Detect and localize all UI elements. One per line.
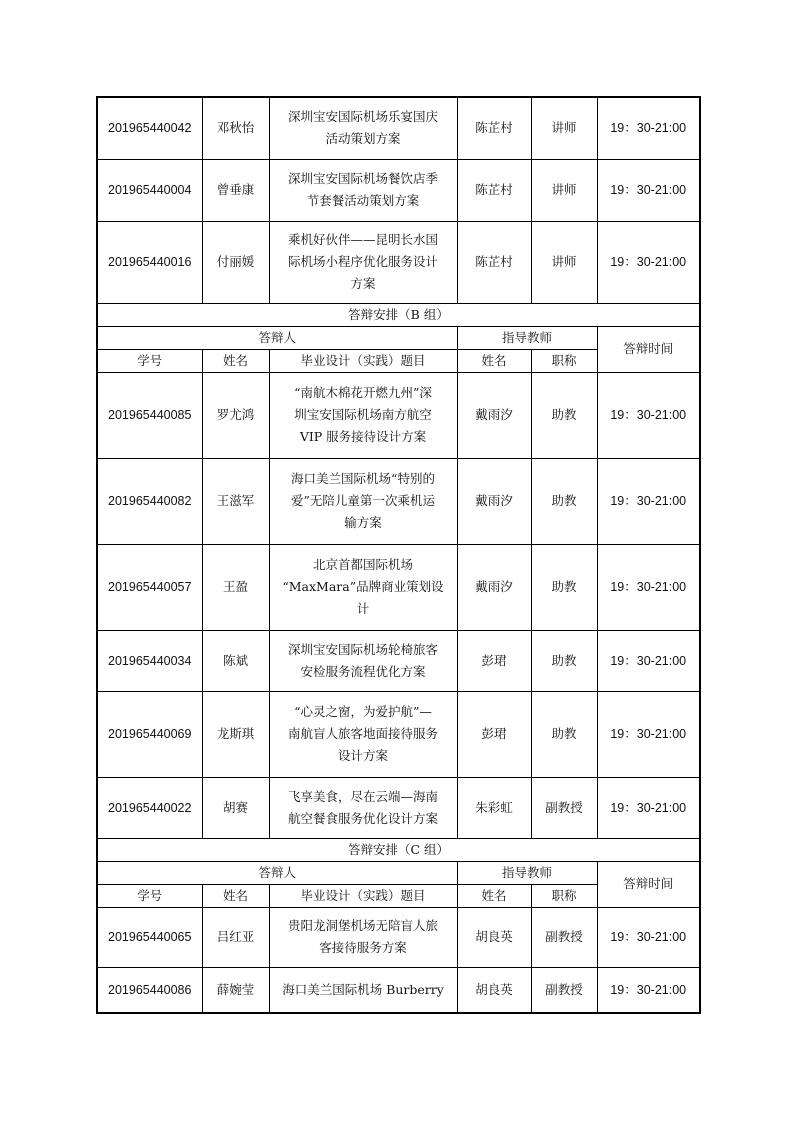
student-id-cell: 201965440086 xyxy=(97,967,202,1013)
teacher-rank-cell: 助教 xyxy=(531,544,597,630)
student-name-cell: 龙斯琪 xyxy=(202,691,269,777)
topic-line: 计 xyxy=(356,601,370,616)
topic-line: 贵阳龙洞堡机场无陪盲人旅 xyxy=(287,918,438,933)
teacher-name-header: 姓名 xyxy=(457,349,531,372)
student-name-cell: 付丽媛 xyxy=(202,221,269,303)
time-cell: 19：30-21:00 xyxy=(597,630,700,691)
table-row xyxy=(97,372,700,458)
teacher-name-cell: 陈芷村 xyxy=(457,97,531,159)
topic-line: 飞享美食，尽在云端—海南 xyxy=(287,788,438,804)
topic-cell xyxy=(269,691,457,777)
teacher-rank-cell: 副教授 xyxy=(531,967,597,1013)
defender-header: 答辩人 xyxy=(97,326,457,349)
time-cell: 19：30-21:00 xyxy=(597,907,700,967)
topic-line: 海口美兰国际机场“特别的 xyxy=(291,471,435,486)
student-name-cell: 王盈 xyxy=(202,544,269,630)
topic-line: 输方案 xyxy=(344,515,382,530)
teacher-rank-cell: 副教授 xyxy=(531,777,597,838)
topic-line: 北京首都国际机场 xyxy=(312,557,413,572)
table-row xyxy=(97,630,700,691)
topic-line: 安检服务流程优化方案 xyxy=(300,663,426,679)
student-id-cell: 201965440042 xyxy=(97,97,202,159)
teacher-rank-cell: 助教 xyxy=(531,458,597,544)
topic-line: “MaxMara”品牌商业策划设 xyxy=(282,579,444,594)
topic-cell xyxy=(269,159,457,221)
time-cell: 19：30-21:00 xyxy=(597,221,700,303)
student-id-cell: 201965440004 xyxy=(97,159,202,221)
table-row xyxy=(97,458,700,544)
teacher-name-cell: 陈芷村 xyxy=(457,159,531,221)
topic-line: 活动策划方案 xyxy=(325,131,401,147)
topic-cell xyxy=(269,630,457,691)
topic-line: 航空餐食服务优化设计方案 xyxy=(287,810,438,826)
topic-line: “心灵之窗，为爱护航”— xyxy=(294,704,432,719)
defender-header: 答辩人 xyxy=(97,861,457,884)
student-id-cell: 201965440069 xyxy=(97,691,202,777)
table-row xyxy=(97,221,700,303)
topic-header: 毕业设计（实践）题目 xyxy=(269,349,457,372)
topic-line: 南航盲人旅客地面接待服务 xyxy=(287,726,438,741)
topic-line: 乘机好伙伴——昆明长水国 xyxy=(287,232,438,247)
topic-cell xyxy=(269,458,457,544)
table-row xyxy=(97,777,700,838)
student-name-cell: 陈斌 xyxy=(202,630,269,691)
table-row xyxy=(97,691,700,777)
teacher-name-cell: 胡良英 xyxy=(457,967,531,1013)
table-row xyxy=(97,907,700,967)
table-row xyxy=(97,544,700,630)
time-cell: 19：30-21:00 xyxy=(597,97,700,159)
id-header: 学号 xyxy=(97,884,202,907)
topic-line: 设计方案 xyxy=(337,748,388,763)
time-cell: 19：30-21:00 xyxy=(597,458,700,544)
teacher-rank-cell: 讲师 xyxy=(531,159,597,221)
teacher-rank-cell: 助教 xyxy=(531,630,597,691)
group-title: 答辩安排（C 组） xyxy=(97,838,700,861)
teacher-rank-cell: 讲师 xyxy=(531,97,597,159)
topic-line: VIP 服务接待设计方案 xyxy=(299,429,427,444)
student-id-cell: 201965440057 xyxy=(97,544,202,630)
teacher-name-cell: 戴雨汐 xyxy=(457,372,531,458)
time-cell: 19：30-21:00 xyxy=(597,691,700,777)
schedule-table xyxy=(96,96,701,1014)
topic-line: 深圳宝安国际机场餐饮店季 xyxy=(287,171,438,186)
time-header: 答辩时间 xyxy=(597,861,700,907)
topic-cell xyxy=(269,372,457,458)
topic-header: 毕业设计（实践）题目 xyxy=(269,884,457,907)
topic-cell xyxy=(269,777,457,838)
student-name-cell: 邓秋怡 xyxy=(202,97,269,159)
teacher-name-cell: 陈芷村 xyxy=(457,221,531,303)
topic-line: 方案 xyxy=(350,276,376,291)
topic-line: 深圳宝安国际机场轮椅旅客 xyxy=(287,641,438,657)
table-row xyxy=(97,159,700,221)
table-row xyxy=(97,967,700,1013)
student-name-cell: 曾垂康 xyxy=(202,159,269,221)
advisor-header: 指导教师 xyxy=(457,861,597,884)
time-cell: 19：30-21:00 xyxy=(597,544,700,630)
time-cell: 19：30-21:00 xyxy=(597,777,700,838)
group-title-row xyxy=(97,303,700,326)
teacher-name-cell: 戴雨汐 xyxy=(457,458,531,544)
group-title: 答辩安排（B 组） xyxy=(97,303,700,326)
teacher-rank-cell: 助教 xyxy=(531,372,597,458)
student-name-cell: 王滋军 xyxy=(202,458,269,544)
group-title-row xyxy=(97,838,700,861)
student-name-cell: 胡赛 xyxy=(202,777,269,838)
teacher-rank-cell: 助教 xyxy=(531,691,597,777)
topic-cell xyxy=(269,97,457,159)
student-id-cell: 201965440082 xyxy=(97,458,202,544)
time-cell: 19：30-21:00 xyxy=(597,967,700,1013)
student-name-cell: 吕红亚 xyxy=(202,907,269,967)
teacher-rank-cell: 副教授 xyxy=(531,907,597,967)
student-id-cell: 201965440085 xyxy=(97,372,202,458)
teacher-name-header: 姓名 xyxy=(457,884,531,907)
topic-line: 圳宝安国际机场南方航空 xyxy=(294,407,432,422)
topic-line: 爱”无陪儿童第一次乘机运 xyxy=(291,493,435,508)
student-id-cell: 201965440016 xyxy=(97,221,202,303)
student-id-cell: 201965440034 xyxy=(97,630,202,691)
header-row xyxy=(97,861,700,884)
time-cell: 19：30-21:00 xyxy=(597,372,700,458)
topic-line: 海口美兰国际机场 Burberry xyxy=(282,981,444,997)
time-header: 答辩时间 xyxy=(597,326,700,372)
topic-line: 深圳宝安国际机场乐宴国庆 xyxy=(287,109,438,125)
topic-line: 际机场小程序优化服务设计 xyxy=(287,254,438,269)
student-id-cell: 201965440022 xyxy=(97,777,202,838)
teacher-name-cell: 戴雨汐 xyxy=(457,544,531,630)
teacher-name-cell: 朱彩虹 xyxy=(457,777,531,838)
teacher-name-cell: 胡良英 xyxy=(457,907,531,967)
advisor-header: 指导教师 xyxy=(457,326,597,349)
name-header: 姓名 xyxy=(202,884,269,907)
topic-line: “南航木棉花开燃九州”深 xyxy=(294,385,432,400)
table-row xyxy=(97,97,700,159)
topic-line: 节套餐活动策划方案 xyxy=(306,193,420,208)
name-header: 姓名 xyxy=(202,349,269,372)
time-cell: 19：30-21:00 xyxy=(597,159,700,221)
student-name-cell: 罗尤鸿 xyxy=(202,372,269,458)
topic-line: 客接待服务方案 xyxy=(319,940,407,955)
student-name-cell: 薛婉莹 xyxy=(202,967,269,1013)
teacher-name-cell: 彭珺 xyxy=(457,630,531,691)
topic-cell xyxy=(269,544,457,630)
header-row xyxy=(97,326,700,349)
rank-header: 职称 xyxy=(531,884,597,907)
schedule-body xyxy=(97,97,700,1013)
id-header: 学号 xyxy=(97,349,202,372)
teacher-rank-cell: 讲师 xyxy=(531,221,597,303)
rank-header: 职称 xyxy=(531,349,597,372)
student-id-cell: 201965440065 xyxy=(97,907,202,967)
topic-cell xyxy=(269,221,457,303)
topic-cell xyxy=(269,907,457,967)
topic-cell xyxy=(269,967,457,1013)
teacher-name-cell: 彭珺 xyxy=(457,691,531,777)
